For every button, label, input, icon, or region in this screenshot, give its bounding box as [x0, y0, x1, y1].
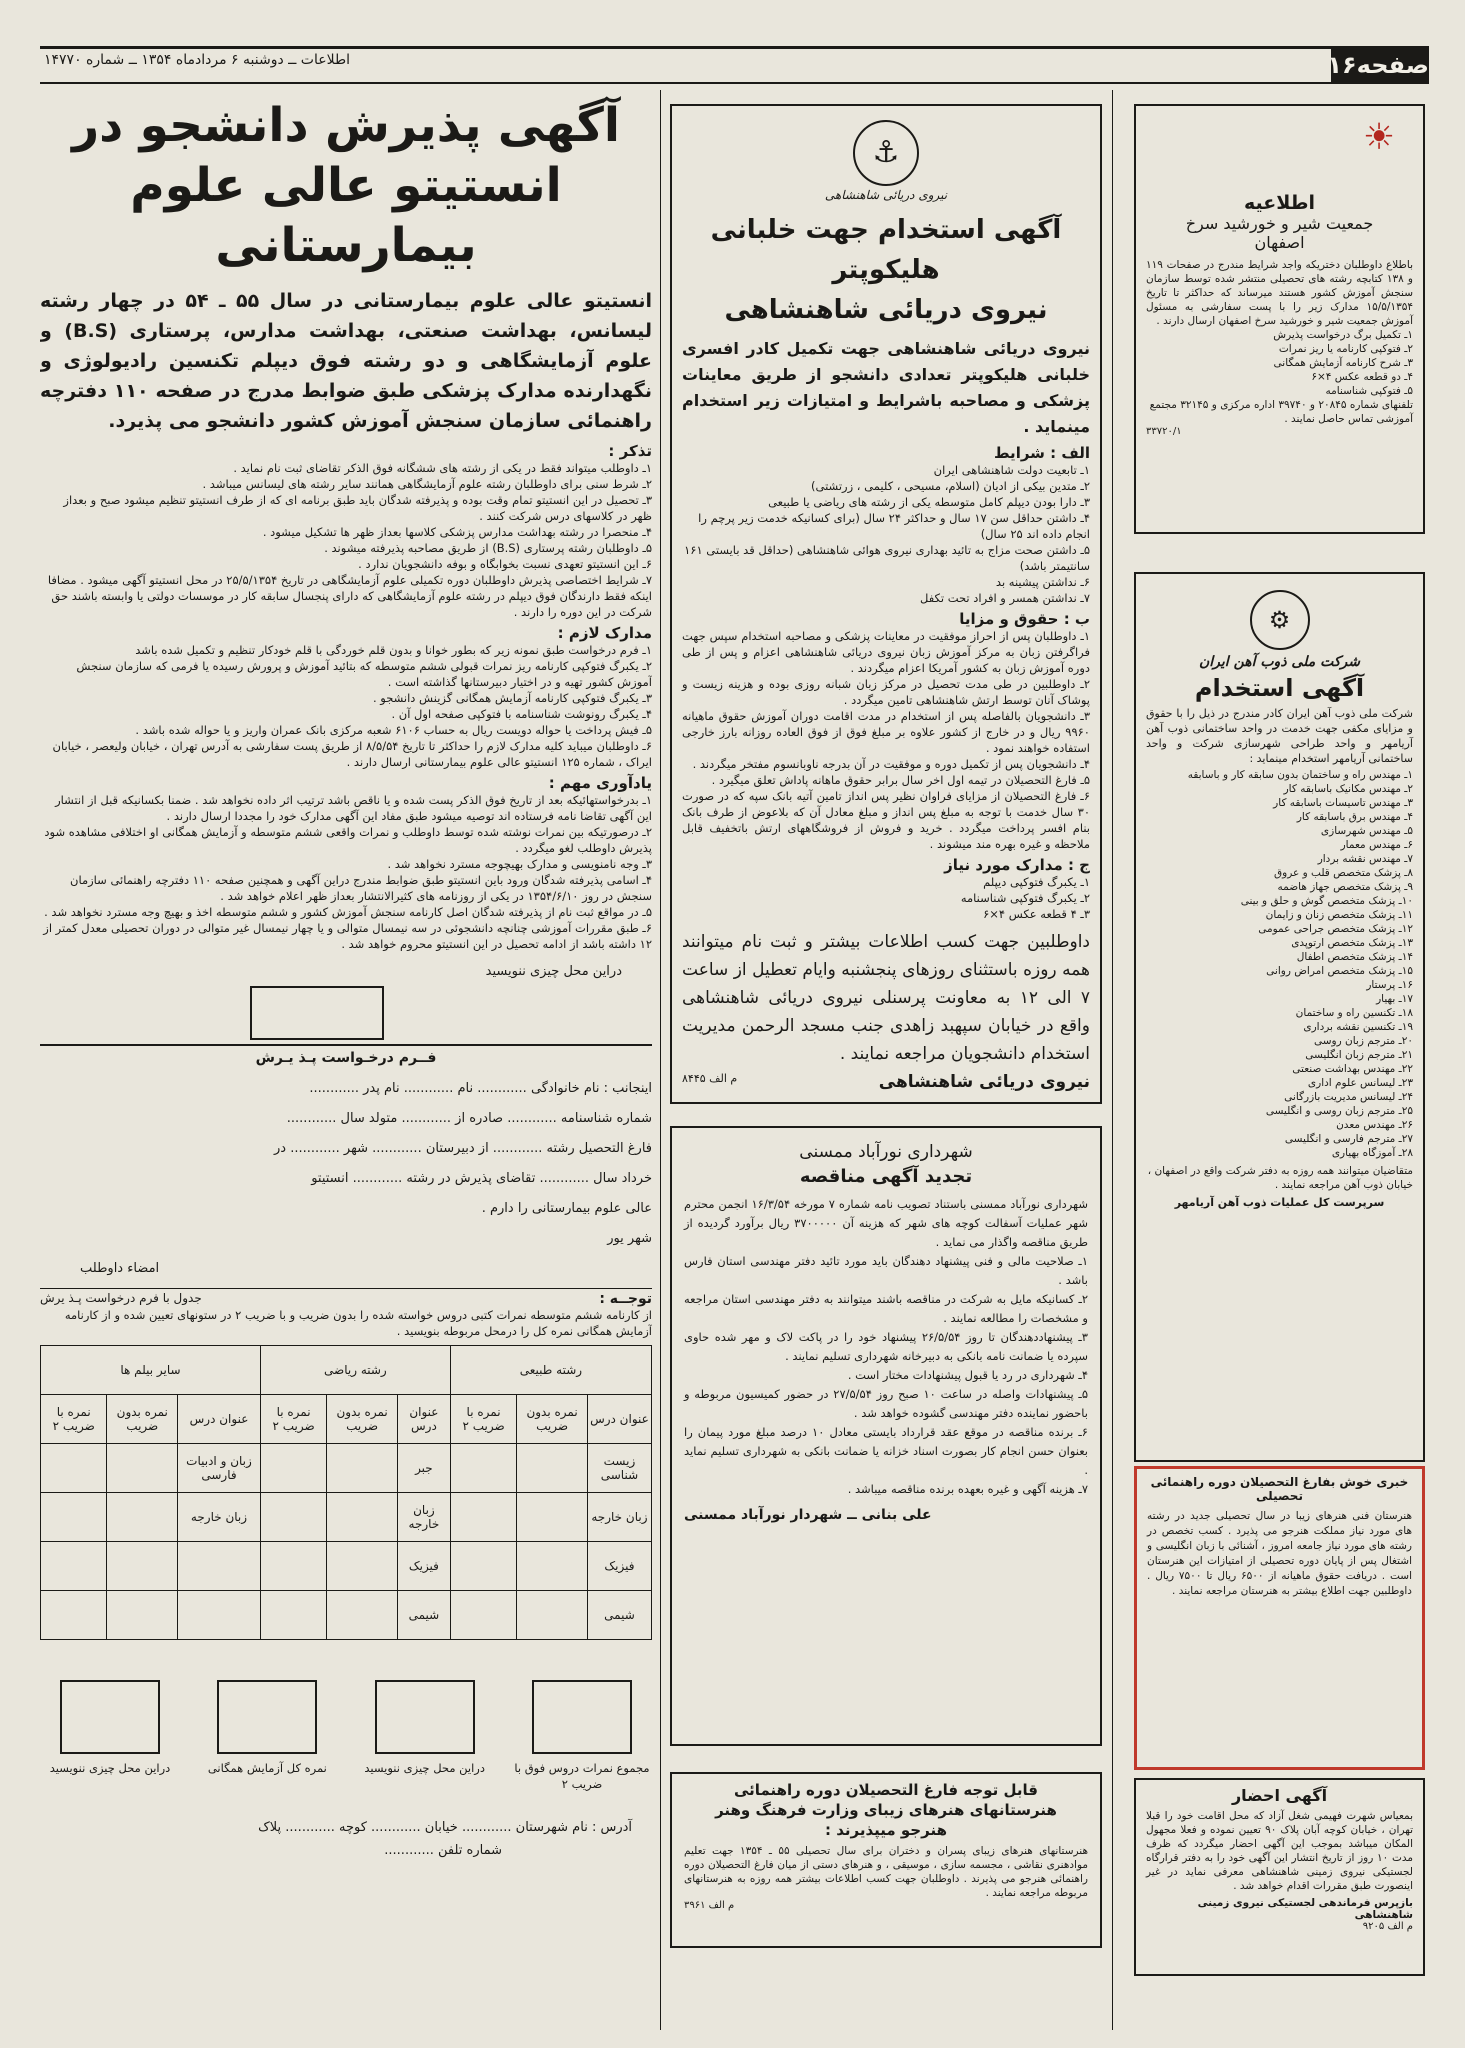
grades-table: [40, 1345, 652, 1640]
navy-b-list: [682, 628, 1090, 852]
doc-item: ۱ـ فرم درخواست طبق نمونه زیر که بطور خوانا و بدون قلم خوردگی با قلم خودکار تنظیم و تکمیل شده باشد: [135, 643, 652, 657]
masthead-rule: [40, 82, 1429, 84]
reminders-list: [40, 792, 652, 952]
notice-item: ۳ـ شرح کارنامه آزمایش همگانی: [1273, 357, 1413, 369]
navy-caption: نیروی دریائی شاهنشاهی: [824, 188, 948, 202]
rail-intro: شرکت ملی ذوب آهن ایران کادر مندرج در ذیل را با حقوق و مزایای مکفی جهت خدمت در واحد ساختمانی ذوب آهن آریامهر و واحد طراحی شهرسازی شرکت و واحد ساختمانی آریامهر استخدام مینماید :: [1146, 707, 1413, 765]
navy-a-item: ۶ـ نداشتن پیشینه بد: [995, 575, 1090, 589]
reminders-title: یادآوری مهم :: [548, 774, 652, 792]
good-text: هنرستان فنی هنرهای زیبا در سال تحصیلی جدید در رشته های مورد نیاز مملکت هنرجو می پذیرد . کسب تخصص در رشته های مورد نیاز جامعه امروز ، آشنائی با زبان انگلیسی و اشتغال پس از پایان دوره تحصیلی از امتیازات این هنرستان است . دریافت حقوق ماهیانه از ۶۵۰۰ ریال تا ۷۵۰۰ ریال . داوطلبین جهت اطلاع بیشتر به هنرستان مراجعه نمایند .: [1147, 1510, 1412, 1597]
navy-a-item: ۲ـ متدین بیکی از ادیان (اسلام، مسیحی ، کلیمی ، زرتشتی): [811, 479, 1090, 493]
rail-item: ۲۶ـ مهندس معدن: [1336, 1119, 1413, 1131]
doc-item: ۴ـ یکبرگ رونوشت شناسنامه با فتوکپی صفحه اول آن .: [391, 707, 652, 721]
footer-box-frame[interactable]: [217, 1680, 317, 1754]
rail-foot: متقاضیان میتوانند همه روزه به دفتر شرکت واقع در اصفهان ، خیابان ذوب آهن مراجعه نمایند .: [1147, 1165, 1413, 1191]
doc-item: ۳ـ یکبرگ فتوکپی کارنامه آزمایش همگانی گزینش دانشجو .: [372, 691, 652, 705]
footer-box: [512, 1680, 652, 1792]
art-title-line2: هنرستانهای هنرهای زیبای وزارت فرهنگ وهنر: [715, 1801, 1057, 1819]
notice-org1: جمعیت شیر و خورشید سرخ: [1185, 214, 1374, 233]
navy-b-item: ۴ـ دانشجویان پس از تکمیل دوره و موفقیت در آن بدرجه ناوبانسوم مفتخر میگردند .: [692, 757, 1090, 771]
notice-item: ۵ـ فتوکپی شناسنامه: [1325, 385, 1413, 397]
form-line: خرداد سال ............ تقاضای پذیرش در رشته ............ انستیتو: [311, 1171, 652, 1186]
notice-foot: تلفنهای شماره ۲۰۸۴۵ و ۳۹۷۴۰ اداره مرکزی و ۳۲۱۴۵ مجتمع آموزشی تماس حاصل نمایند .: [1149, 399, 1413, 425]
reminder-item: ۴ـ اسامی پذیرفته شدگان ورود باین انستیتو طبق ضوابط مندرج دراین آگهی و همچنین صفحه ۱۱۰ دفترچه راهنمائی سازمان سنجش در روز ۱۳۵۴/۶/۱۰ در یکی از روزنامه های کثیرالانتشار بعداز ظهر اعلام خواهد شد .: [70, 873, 652, 903]
cell-input[interactable]: [107, 1493, 178, 1542]
rail-item: ۲۳ـ لیسانس علوم اداری: [1307, 1077, 1413, 1089]
rail-item: ۱۹ـ تکنسین نقشه برداری: [1303, 1021, 1413, 1033]
rail-item: ۲۵ـ مترجم زبان روسی و انگلیسی: [1265, 1105, 1413, 1117]
cell-input[interactable]: [450, 1542, 516, 1591]
note-item: ۷ـ شرایط اختصاصی پذیرش داوطلبان دوره تکمیلی علوم آزمایشگاهی در تاریخ ۲۵/۵/۱۳۵۴ در محل انستیتو آگهی میشود . مضافا اینکه فقط دارندگان فوق دیپلم در رشته علوم آزمایشگاهی که دارای پنجسال سابقه کار در موسسات دولتی یا وابسته باشند حق شرکت در این دوره را دارند .: [47, 573, 652, 619]
group-other: سایر بیلم ها: [41, 1346, 261, 1395]
cell-input[interactable]: [327, 1444, 398, 1493]
muni-item: ۵ـ پیشنهادات واصله در ساعت ۱۰ صبح روز ۲۷/۵/۵۴ در حضور کمیسیون مربوطه و باحضور نماینده دفتر مهندسی گشوده خواهد شد .: [684, 1387, 1088, 1420]
navy-a-item: ۳ـ دارا بودن دیپلم کامل متوسطه یکی از رشته های ریاضی یا طبیعی: [768, 495, 1090, 509]
navy-emblem-icon: ⚓: [853, 120, 919, 186]
rail-item: ۱۵ـ پزشک متخصص امراض روانی: [1266, 965, 1413, 977]
reminder-item: ۱ـ بدرخواستهائیکه بعد از تاریخ فوق الذکر پست شده و یا ناقص باشد ترتیب اثر داده نخواهد شد . ضمنا بکسانیکه قبل از انتشار این آگهی تقاضا نامه فرستاده اند توصیه میشود طبق مفاد این آگهی مدارک خود را مجددا ارسال دارند .: [55, 793, 652, 823]
art-schools-ad: [670, 1772, 1102, 1948]
cell-input[interactable]: [107, 1542, 178, 1591]
col-coef: نمره با ضریب ۲: [260, 1395, 326, 1444]
form-line: فارغ التحصیل رشته ............ از دبیرستان ............ شهر ............ در: [274, 1141, 652, 1156]
left-ad-intro: انستیتو عالی علوم بیمارستانی در سال ۵۵ ـ ۵۴ در چهار رشته لیسانس، بهداشت صنعتی، بهداشت مدارس، پرستاری (B.S) و علوم آزمایشگاهی و دو رشته فوق دیپلم تکنسین رادیولوژی و نگهدارنده مدارک پزشکی طبق ضوابط مدرج در صفحه ۱۱۰ دفترچه راهنمائی سازمان سنجش آموزش کشور دانشجو می پذیرد.: [40, 290, 652, 432]
cell-course: شیمی: [397, 1591, 450, 1640]
table-row: [41, 1493, 652, 1542]
group-math: رشته ریاضی: [260, 1346, 450, 1395]
rail-item: ۴ـ مهندس برق باسابقه کار: [1296, 811, 1413, 823]
divider-left: [660, 90, 661, 2030]
notice-item: ۱ـ تکمیل برگ درخواست پذیرش: [1273, 329, 1413, 341]
cell-course: جبر: [397, 1444, 450, 1493]
table-note-text: از کارنامه ششم متوسطه نمرات کتبی دروس خواسته شده را بدون ضریب و با ضریب ۲ در ستونهای تعیین شده و از کارنامه آزمایش همگانی نمره کل را درمحل مربوطه بنویسید .: [64, 1308, 652, 1338]
cell-course: زبان خارجه: [397, 1493, 450, 1542]
rail-items: [1146, 768, 1413, 1160]
reminder-item: ۶ـ طبق مقررات آموزشی چنانچه دانشجوئی در سه نیمسال متوالی و یا چهار نیمسال غیر متوالی در دوران تحصیلی معدل کمتر از ۱۲ داشته باشد از ادامه تحصیل در این انستیتو محروم خواهد شد .: [43, 921, 652, 951]
muni-sign: علی بنانی ــ شهردار نورآباد ممسنی: [684, 1507, 932, 1523]
art-title: [684, 1780, 1088, 1840]
footer-box-frame[interactable]: [532, 1680, 632, 1754]
navy-closing: داوطلبین جهت کسب اطلاعات بیشتر و ثبت نام میتوانند همه روزه باستثنای روزهای پنجشنبه وایام تعطیل از ساعت ۷ الی ۱۲ به معاونت پرسنلی نیروی دریائی شاهنشاهی واقع در خیابان سپهبد زاهدی جنب مسجد الرحمن مدیریت استخدام دانشجویان مراجعه نمایند .: [682, 932, 1090, 1064]
address-line: آدرس : نام شهرستان ............ خیابان ............ کوچه ............ پلاک: [258, 1820, 632, 1835]
navy-sec-b: ب : حقوق و مزایا: [959, 610, 1090, 628]
navy-c-item: ۱ـ یکبرگ فتوکپی دیپلم: [983, 875, 1090, 889]
docs-list: [40, 642, 652, 770]
docs-title: مدارک لازم :: [557, 624, 652, 642]
cell-course: [178, 1591, 261, 1640]
navy-title-line2: نیروی دریائی شاهنشاهی: [724, 295, 1048, 325]
form-signature: امضاء داوطلب: [80, 1261, 160, 1276]
cell-course: فیزیک: [397, 1542, 450, 1591]
cell-course: [178, 1542, 261, 1591]
table-row: [41, 1591, 652, 1640]
page-label: صفحه۱۶: [1331, 48, 1429, 82]
rail-item: ۲۷ـ مترجم فارسی و انگلیسی: [1284, 1133, 1413, 1145]
form-title: فــرم درخـواست پـذ یـرش: [255, 1050, 437, 1066]
cell-input[interactable]: [260, 1493, 326, 1542]
left-ad-title-line2: انستیتو عالی علوم بیمارستانی: [130, 158, 562, 273]
table-note-sub: جدول با فرم درخواست پـذ یرش: [40, 1291, 202, 1305]
col-no-coef: نمره بدون ضریب: [517, 1395, 588, 1444]
cell-input[interactable]: [260, 1591, 326, 1640]
footer-box: [40, 1680, 180, 1792]
doc-item: ۵ـ فیش پرداخت یا حواله دویست ریال به حساب ۶۱۰۶ شعبه مرکزی بانک عمران واریز و یا حواله شده باشد .: [135, 723, 652, 737]
cell-input[interactable]: [327, 1542, 398, 1591]
cell-input[interactable]: [517, 1542, 588, 1591]
rail-item: ۱۷ـ بهیار: [1376, 993, 1413, 1005]
col-course: عنوان درس: [397, 1395, 450, 1444]
rail-item: ۱۱ـ پزشک متخصص زنان و زایمان: [1265, 909, 1413, 921]
office-use-box: [250, 986, 384, 1040]
rail-item: ۶ـ مهندس معمار: [1340, 839, 1413, 851]
navy-c-item: ۳ـ ۴ قطعه عکس ۴×۶: [983, 907, 1090, 921]
cell-input[interactable]: [517, 1591, 588, 1640]
reminder-item: ۲ـ درصورتیکه بین نمرات نوشته شده توسط داوطلب و نمرات واقعی ششم متوسطه و آزمایش همگانی او اختلافی مشاهده شود پذیرش داوطلب لغو میگردد .: [44, 825, 652, 855]
top-rule: [40, 46, 1429, 49]
muni-item: ۳ـ پیشنهاددهندگان تا روز ۲۶/۵/۵۴ پیشنهاد خود را در پاکت لاک و مهر شده حاوی سپرده یا ضمانت نامه بانکی به دبیرخانه شهرداری تسلیم نمایند .: [684, 1330, 1088, 1363]
navy-a-item: ۱ـ تابعیت دولت شاهنشاهی ایران: [933, 463, 1090, 477]
form-line: عالی علوم بیمارستانی را دارم .: [481, 1201, 652, 1216]
muni-item: شهرداری نورآباد ممسنی باستناد تصویب نامه شماره ۷ مورخه ۱۶/۳/۵۴ انجمن محترم شهر عملیات آسفالت کوچه های شهر که هزینه آن ۳۷۰۰۰۰۰ ریال برآورد گردیده از طریق مناقصه واگذار می نماید .: [684, 1197, 1088, 1249]
cell-input[interactable]: [327, 1591, 398, 1640]
table-note-title: توجــه :: [599, 1291, 652, 1307]
footer-box-label: مجموع نمرات دروس فوق با ضریب ۲: [514, 1761, 650, 1791]
summon-code: م الف ۹۲۰۵: [1362, 1921, 1413, 1932]
form-line: شماره شناسنامه ............ صادره از ............ متولد سال ............: [286, 1111, 652, 1126]
col-no-coef: نمره بدون ضریب: [327, 1395, 398, 1444]
navy-sign: نیروی دریائی شاهنشاهی: [878, 1072, 1090, 1092]
navy-intro: نیروی دریائی شاهنشاهی جهت تکمیل کادر افسری خلبانی هلیکوپتر تعدادی دانشجو از طریق معاینات پزشکی و مصاحبه باشرایط و امتیازات زیر استخدام مینماید .: [682, 339, 1090, 436]
doc-item: ۶ـ داوطلبان میباید کلیه مدارک لازم را حداکثر تا تاریخ ۸/۵/۵۴ از طریق پست سفارشی به آدرس تهران ، خیابان ولیعصر ، خیابان ایراک ، شماره ۱۲۵ انستیتو عالی علوم بیمارستانی ارسال دارند .: [52, 739, 652, 769]
cell-course: زبان خارجه: [178, 1493, 261, 1542]
cell-course: فیزیک: [587, 1542, 651, 1591]
rail-sign: سرپرست کل عملیات ذوب آهن آریامهر: [1174, 1196, 1385, 1209]
rail-org: شرکت ملی ذوب آهن ایران: [1199, 654, 1360, 670]
notice-code: ۳۳۷۲۰/۱: [1146, 426, 1182, 437]
rail-item: ۲۸ـ آموزگاه بهیاری: [1331, 1147, 1413, 1159]
navy-a-item: ۴ـ داشتن حداقل سن ۱۷ سال و حداکثر ۲۴ سال (برای کسانیکه خدمت زیر پرچم را انجام داده اند ۲۵ سال): [698, 511, 1090, 541]
cell-input[interactable]: [450, 1493, 516, 1542]
phone-line: شماره تلفن ............: [384, 1843, 502, 1858]
cell-input[interactable]: [517, 1444, 588, 1493]
form-city: شهر یور: [607, 1231, 652, 1246]
navy-b-item: ۵ـ فارغ التحصیلان در تیمه اول اخر سال برابر حقوق ماهانه پاداش تعلق میگیرد .: [711, 773, 1090, 787]
navy-b-item: ۶ـ فارغ التحصیلان از مزایای فراوان نظیر پس انداز تامین آتیه بانک سپه که در صورت ۳۰ سال خدمت با توجه به مبلغ پس انداز و مبلغ معادل آن که بلاعوض از طرف بانک بنام افسر پرداخت میگردد . خرید و فروش از فروشگاههای ارتش باتخفیف قابل ملاحظه و غیره بهره مند میشوند .: [682, 789, 1090, 851]
navy-sec-a: الف : شرایط: [994, 444, 1090, 462]
application-form: [40, 1044, 652, 1284]
steel-employment-ad: [1134, 572, 1425, 1462]
navy-sec-c: ج : مدارک مورد نیاز: [944, 856, 1090, 874]
navy-title-line1: آگهی استخدام جهت خلبانی هلیکوپتر: [710, 215, 1062, 285]
cell-course: زبان خارجه: [587, 1493, 651, 1542]
good-news-ad: [1134, 1466, 1425, 1770]
cell-input[interactable]: [327, 1493, 398, 1542]
muni-item: ۲ـ کسانیکه مایل به شرکت در مناقصه باشند میتوانند به دفتر مهندسی استان مراجعه و مشخصات را مطالعه نمایند .: [684, 1292, 1088, 1325]
cell-input[interactable]: [41, 1444, 107, 1493]
rail-item: ۸ـ پزشک متخصص قلب و عروق: [1273, 867, 1413, 879]
left-ad: [40, 92, 652, 2022]
note-item: ۲ـ شرط سنی برای داوطلبان رشته علوم آزمایشگاهی همانند سایر رشته های لیسانس میباشد .: [202, 477, 652, 491]
left-ad-title-line1: آگهی پذیرش دانشجو در: [72, 98, 620, 153]
muni-body: [684, 1195, 1088, 1499]
divider-right: [1112, 90, 1113, 2030]
notice-text: باطلاع داوطلبان دختریکه واجد شرایط مندرج در صفحات ۱۱۹ و ۱۳۸ کتابچه رشته های تحصیلی منتشر شده توسط سازمان سنجش آموزش کشور هستند میرساند که حداکثر تا تاریخ ۱۵/۵/۱۳۵۴ مدارک زیر را با پست سفارشی به مسئول آموزش جمعیت شیر و خورشید سرخ اصفهان ارسال دارند .: [1146, 259, 1413, 327]
rail-item: ۲۱ـ مترجم زبان انگلیسی: [1305, 1049, 1413, 1061]
navy-ad: [670, 104, 1102, 1104]
navy-c-item: ۲ـ یکبرگ فتوکپی شناسنامه: [960, 891, 1090, 905]
rail-item: ۵ـ مهندس شهرسازی: [1320, 825, 1413, 837]
navy-a-item: ۵ـ داشتن صحت مزاج به تائید بهداری نیروی هوائی شاهنشاهی (حداقل قد بایستی ۱۶۱ سانتیمتر باشد): [684, 543, 1090, 573]
table-row: [41, 1444, 652, 1493]
art-text: هنرستانهای هنرهای زیبای پسران و دختران برای سال تحصیلی ۵۵ ـ ۱۳۵۴ جهت تعلیم موادهنری نقاشی ، مجسمه سازی ، موسیقی ، و هنرهای دستی از میان فارغ التحصیلان دوره راهنمائی هنرجو می پذیرند . داوطلبان جهت کسب اطلاعات بیشتر همه روزه به هنرستانهای مربوطه مراجعه نمایند .: [684, 1845, 1089, 1899]
table-note: [40, 1288, 652, 1339]
navy-b-item: ۲ـ داوطلبین در طی مدت تحصیل در مرکز زبان شبانه روزی بوده و هزینه زیست و پوشاک آنان توسط ارتش شاهنشاهی تامین میگردد .: [682, 677, 1090, 707]
muni-item: ۶ـ برنده مناقصه در موقع عقد قرارداد بایستی معادل ۱۰ درصد مبلغ مورد پیمان را بعنوان حسن انجام کار بصورت اسناد خزانه یا ضمانت بانکی به شهرداری تسلیم نماید .: [684, 1425, 1088, 1477]
rail-item: ۱۳ـ پزشک متخصص ارتوپدی: [1291, 937, 1413, 949]
notice-title: اطلاعیه: [1243, 192, 1316, 214]
rail-item: ۱۶ـ پرستار: [1366, 979, 1413, 991]
doc-item: ۲ـ یکبرگ فتوکپی کارنامه ریز نمرات قبولی ششم متوسطه که بتائید آموزش و پرورش رسیده یا فرمی که سازمان سنجش آموزش کشور تهیه و در اختیار دبیرستانها گذاشته است .: [76, 659, 652, 689]
rail-item: ۱ـ مهندس راه و ساختمان بدون سابقه کار و باسابقه: [1187, 769, 1413, 781]
notes-list: [40, 460, 652, 620]
footer-box-label: دراین محل چیزی ننویسید: [364, 1761, 485, 1775]
rail-item: ۲۰ـ مترجم زبان روسی: [1313, 1035, 1413, 1047]
note-item: ۱ـ داوطلب میتواند فقط در یکی از رشته های ششگانه فوق الذکر تقاضای ثبت نام نماید .: [233, 461, 652, 475]
rail-item: ۲۲ـ مهندس بهداشت صنعتی: [1292, 1063, 1413, 1075]
municipality-ad: [670, 1126, 1102, 1746]
left-ad-title: [40, 96, 652, 276]
notice-items: [1146, 328, 1413, 398]
col-course: عنوان درس: [587, 1395, 651, 1444]
summon-sign: بازپرس فرماندهی لجستیکی نیروی زمینی شاهنشاهی: [1197, 1897, 1413, 1921]
muni-item: ۴ـ شهرداری در رد یا قبول پیشنهادات مختار است .: [847, 1368, 1088, 1382]
dateline: اطلاعات ــ دوشنبه ۶ مردادماه ۱۳۵۴ ــ شماره ۱۴۷۷۰: [44, 52, 350, 68]
art-title-line1: قابل توجه فارغ التحصیلان دوره راهنمائی: [734, 1781, 1038, 1799]
summon-text: بمعیاس شهرت فهیمی شغل آزاد که محل اقامت خود را قبلا تهران ، خیابان کوچه آبان پلاک ۹۰ تعیین نموده و فعلا مجهول المکان میباشد بموجب این آگهی احضار میگردد که ظرف مدت ۱۰ روز از تاریخ انتشار این آگهی خود را به دفتر قرارگاه لجستیکی نیروی زمینی شاهنشاهی معرفی نماید در غیر اینصورت طبق مقررات اقدام خواهد شد .: [1146, 1810, 1414, 1892]
col-no-coef: نمره بدون ضریب: [107, 1395, 178, 1444]
muni-subtitle: تجدید آگهی مناقصه: [799, 1166, 973, 1187]
lion-sun-icon: ☀: [1362, 117, 1396, 158]
cell-input[interactable]: [260, 1542, 326, 1591]
notice-item: ۴ـ دو قطعه عکس ۴×۶: [1311, 371, 1413, 383]
rail-item: ۲ـ مهندس مکانیک باسابقه کار: [1283, 783, 1413, 795]
footer-box-frame: [375, 1680, 475, 1754]
note-item: ۴ـ منحصرا در رشته بهداشت مدارس پزشکی کلاسها بعداز ظهر ها تشکیل میشود .: [262, 525, 652, 539]
footer-boxes: [40, 1680, 652, 1792]
rail-item: ۱۴ـ پزشک متخصص اطفال: [1296, 951, 1413, 963]
form-line: اینجانب : نام خانوادگی ............ نام ............ نام پدر ............: [309, 1081, 652, 1096]
notice-item: ۲ـ فتوکپی کارنامه یا ریز نمرات: [1278, 343, 1413, 355]
notice-org2: اصفهان: [1254, 233, 1305, 252]
reminder-item: ۵ـ در مواقع ثبت نام از پذیرفته شدگان اصل کارنامه سنجش آموزش کشور و ششم متوسطه اخذ و بهیچ وجه مسترد نخواهد شد .: [44, 905, 652, 919]
footer-box: [355, 1680, 495, 1792]
cell-input[interactable]: [107, 1444, 178, 1493]
footer-box-label: نمره کل آزمایش همگانی: [207, 1761, 327, 1775]
summon-title: آگهی احضار: [1231, 1786, 1328, 1805]
rail-item: ۱۰ـ پزشک متخصص گوش و حلق و بینی: [1240, 895, 1413, 907]
reminder-item: ۳ـ وجه نامنویسی و مدارک بهیچوجه مسترد نخواهد شد .: [387, 857, 652, 871]
rail-title: آگهی استخدام: [1194, 674, 1365, 702]
cell-input[interactable]: [107, 1591, 178, 1640]
muni-item: ۷ـ هزینه آگهی و غیره بعهده برنده مناقصه میباشد .: [847, 1482, 1088, 1496]
navy-c-list: [682, 874, 1090, 922]
rail-item: ۳ـ مهندس تاسیسات باسابقه کار: [1273, 797, 1413, 809]
rail-item: ۷ـ مهندس نقشه بردار: [1317, 853, 1413, 865]
cell-course: شیمی: [587, 1591, 651, 1640]
art-code: م الف ۳۹۶۱: [684, 1900, 735, 1911]
cell-input[interactable]: [41, 1591, 107, 1640]
notes-title: تذکر :: [608, 442, 652, 460]
navy-b-item: ۳ـ دانشجویان بالفاصله پس از استخدام در مدت اقامت دوران آموزش حقوق ماهیانه ۹۹۶۰ ریال و در خارج از کشور علاوه بر مبلغ فوق از فوق العاده روزانه بارز خارجی استفاده خواهند نمود .: [682, 709, 1090, 755]
cell-course: زیست شناسی: [587, 1444, 651, 1493]
rail-item: ۱۲ـ پزشک متخصص جراحی عمومی: [1258, 923, 1413, 935]
col-coef: نمره با ضریب ۲: [450, 1395, 516, 1444]
note-item: ۶ـ این انستیتو تعهدی نسبت بخوابگاه و بوفه دانشجویان ندارد .: [358, 557, 652, 571]
rail-item: ۹ـ پزشک متخصص جهاز هاضمه: [1277, 881, 1413, 893]
muni-title: شهرداری نورآباد ممسنی: [799, 1142, 973, 1162]
footer-box: [197, 1680, 337, 1792]
cell-input[interactable]: [41, 1542, 107, 1591]
grades-table-wrap: [40, 1345, 652, 1640]
col-course: عنوان درس: [178, 1395, 261, 1444]
red-lion-notice: [1134, 104, 1425, 534]
table-row: [41, 1542, 652, 1591]
note-item: ۳ـ تحصیل در این انستیتو تمام وقت بوده و پذیرفته شدگان باید طبق برنامه ای که از طرف انستیتو تنظیم میشود صبح و بعداز ظهر در کلاسهای درس شرکت کنند .: [63, 493, 652, 523]
steel-logo-icon: ⚙: [1250, 590, 1310, 650]
group-natural: رشته طبیعی: [450, 1346, 651, 1395]
art-title-line3: هنرجو میپذیرند :: [825, 1821, 947, 1839]
navy-title: [682, 210, 1090, 330]
muni-item: ۱ـ صلاحیت مالی و فنی پیشنهاد دهندگان باید مورد تائید دفتر مهندسی استان فارس باشد .: [684, 1254, 1088, 1287]
footer-box-label: دراین محل چیزی ننویسید: [49, 1761, 171, 1775]
good-title: خبری خوش بفارغ التحصیلان دوره راهنمائی تحصیلی: [1150, 1475, 1409, 1503]
cell-input[interactable]: [517, 1493, 588, 1542]
cell-input[interactable]: [450, 1591, 516, 1640]
navy-a-list: [682, 462, 1090, 606]
navy-b-item: ۱ـ داوطلبان پس از احراز موفقیت در معاینات پزشکی و مصاحبه استخدام سپس جهت فراگرفتن زبان به مرکز آموزش زبان نیروی دریائی شاهنشاهی اعزام و پس از طی دوره آموزش زبان به کشور آمریکا اعزام میگردند .: [682, 629, 1090, 675]
cell-input[interactable]: [450, 1444, 516, 1493]
cell-input[interactable]: [41, 1493, 107, 1542]
navy-a-item: ۷ـ نداشتن همسر و افراد تحت تکفل: [919, 591, 1090, 605]
summons-ad: [1134, 1778, 1425, 1976]
navy-code: م الف ۸۴۴۵: [682, 1072, 738, 1085]
rail-item: ۲۴ـ لیسانس مدیریت بازرگانی: [1284, 1091, 1413, 1103]
note-item: ۵ـ داوطلبان رشته پرستاری (B.S) از طریق مصاحبه پذیرفته میشوند .: [324, 541, 652, 555]
cell-course: زبان و ادبیات فارسی: [178, 1444, 261, 1493]
cell-input[interactable]: [260, 1444, 326, 1493]
footer-box-frame: [60, 1680, 160, 1754]
rail-item: ۱۸ـ تکنسین راه و ساختمان: [1295, 1007, 1413, 1019]
col-coef: نمره با ضریب ۲: [41, 1395, 107, 1444]
office-use-note: دراین محل چیزی ننویسید: [485, 964, 622, 979]
